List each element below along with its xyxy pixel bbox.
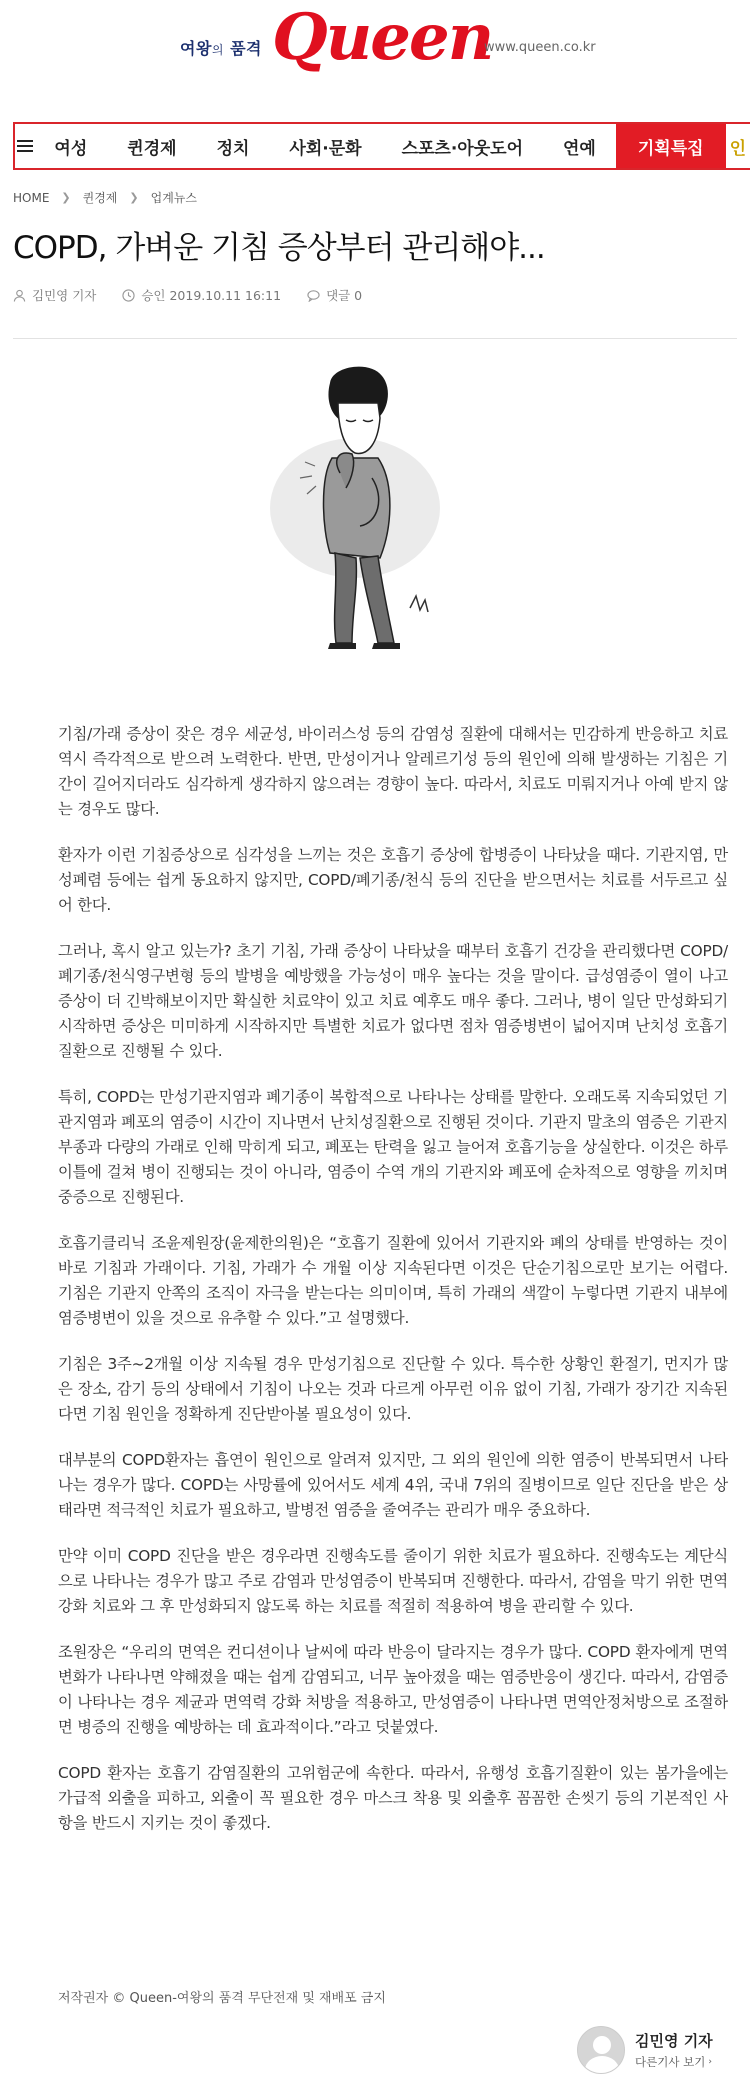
nav-item-society-culture[interactable]: 사회·문화 <box>289 138 362 159</box>
coughing-man-illustration <box>260 358 490 658</box>
breadcrumb-subsection[interactable]: 업계뉴스 <box>150 191 197 205</box>
nav-item-truncated[interactable]: 인 <box>729 138 746 159</box>
nav-item-entertainment[interactable]: 연예 <box>563 138 596 159</box>
article-paragraph: 호흡기클리닉 조윤제원장(윤제한의원)은 “호흡기 질환에 있어서 기관지와 폐의 상태를 반영하는 것이 바로 기침과 가래이다. 기침, 가래가 수 개월 이상 지속된다면 이것은 단순기침으로만 보기는 어렵다. 기침은 기관지 안쪽의 조직이 자극을 받는다는 의미이며, 특히 가래의 색깔이 누렇다면 기관지 내부에 염증병변이 있을 것으로 유추할 수 있다.”고 설명했다. <box>58 1234 728 1327</box>
author-name: 김민영 기자 <box>635 2032 713 2050</box>
nav-item-queen-economy[interactable]: 퀸경제 <box>127 138 177 159</box>
article-paragraph: 그러나, 혹시 알고 있는가? 초기 기침, 가래 증상이 나타났을 때부터 호흡기 건강을 관리했다면 COPD/폐기종/천식영구변형 등의 발병을 예방했을 가능성이 매우 높다는 것을 말이다. 급성염증이 열이 나고 증상이 더 긴박해보이지만 확실한 치료약이 있고 치료 예후도 매우 좋다. 그러나, 병이 일단 만성화되기 시작하면 증상은 미미하게 시작하지만 특별한 치료가 없다면 점차 염증병변이 넓어지며 난치성 호흡기질환으로 진행될 수 있다. <box>58 942 728 1060</box>
nav-item-sports-outdoor[interactable]: 스포츠·아웃도어 <box>401 138 523 159</box>
site-logo[interactable]: Queen <box>272 0 493 75</box>
article-paragraph: COPD 환자는 호흡기 감염질환의 고위험군에 속한다. 따라서, 유행성 호흡기질환이 있는 봄가을에는 가급적 외출을 피하고, 외출이 꼭 필요한 경우 마스크 착용 및 외출후 꼼꼼한 손씻기 등의 기본적인 사항을 반드시 지키는 것이 좋겠다. <box>58 1764 728 1832</box>
article-paragraph: 기침/가래 증상이 잦은 경우 세균성, 바이러스성 등의 감염성 질환에 대해서는 민감하게 반응하고 치료 역시 즉각적으로 받으려 노력한다. 반면, 만성이거나 알레르기성 등의 원인에 의해 발생하는 기침은 기간이 길어지더라도 심각하게 생각하지 않으려는 경향이 높다. 따라서, 치료도 미뤄지거나 아예 받지 않는 경우도 많다. <box>58 725 728 818</box>
site-url: www.queen.co.kr <box>484 40 596 55</box>
author-box[interactable] <box>577 2026 713 2074</box>
avatar <box>577 2026 625 2074</box>
article-meta <box>13 286 388 304</box>
chevron-right-icon: ❯ <box>129 191 139 204</box>
article-paragraph: 기침은 3주~2개월 이상 지속될 경우 만성기침으로 진단할 수 있다. 특수한 상황인 환절기, 먼지가 많은 장소, 감기 등의 상태에서 기침이 나오는 것과 다르게 아무런 이유 없이 기침, 가래가 장기간 지속된다면 기침 원인을 정확하게 진단받아볼 필요성이 있다. <box>58 1355 728 1423</box>
main-nav <box>13 122 750 170</box>
meta-author: 김민영 기자 <box>13 286 96 304</box>
article-paragraph: 환자가 이런 기침증상으로 심각성을 느끼는 것은 호흡기 증상에 합병증이 나타났을 때다. 기관지염, 만성폐렴 등에는 쉽게 동요하지 않지만, COPD/폐기종/천식 등의 진단을 받으면서는 치료를 서두르고 싶어 한다. <box>58 846 728 914</box>
divider <box>13 338 737 339</box>
breadcrumb-section[interactable]: 퀸경제 <box>82 191 118 205</box>
copyright-notice: 저작권자 © Queen-여왕의 품격 무단전재 및 재배포 금지 <box>58 1991 386 2006</box>
chevron-right-icon: ❯ <box>61 191 71 204</box>
more-articles-link[interactable]: 다른기사 보기 › <box>635 2055 712 2069</box>
chevron-right-icon: › <box>708 2057 712 2067</box>
nav-item-politics[interactable]: 정치 <box>216 138 250 159</box>
clock-icon <box>122 289 135 302</box>
article-paragraph: 만약 이미 COPD 진단을 받은 경우라면 진행속도를 줄이기 위한 치료가 필요하다. 진행속도는 계단식으로 나타나는 경우가 많고 주로 감염과 만성염증이 반복되며 진행한다. 따라서, 감염을 막기 위한 면역강화 치료와 그 후 만성화되지 않도록 하는 치료를 적절히 적용하여 병을 관리할 수 있다. <box>58 1547 728 1615</box>
meta-approved-time: 승인 2019.10.11 16:11 <box>122 286 281 304</box>
site-header <box>0 0 750 118</box>
breadcrumb <box>13 189 197 206</box>
comment-icon <box>307 289 320 302</box>
person-icon <box>13 289 26 302</box>
article-paragraph: 조원장은 “우리의 면역은 컨디션이나 날씨에 따라 반응이 달라지는 경우가 많다. COPD 환자에게 면역변화가 나타나면 약해졌을 때는 쉽게 감염되고, 너무 높아졌을 때는 염증반응이 생긴다. 따라서, 감염증이 나타나는 경우 제균과 면역력 강화 처방을 적용하고, 만성염증이 나타나면 면역안정처방으로 조절하면 병증의 진행을 예방하는 데 효과적이다.”라고 덧붙였다. <box>58 1643 728 1736</box>
logo-tagline: 여왕의 품격 <box>180 39 262 58</box>
article-paragraph: 대부분의 COPD환자는 흡연이 원인으로 알려져 있지만, 그 외의 원인에 의한 염증이 반복되면서 나타나는 경우가 많다. COPD는 사망률에 있어서도 세계 4위, 국내 7위의 질병이므로 일단 진단을 받은 상태라면 적극적인 치료가 필요하고, 발병전 염증을 줄여주는 관리가 매우 중요하다. <box>58 1451 728 1519</box>
breadcrumb-home[interactable]: HOME <box>13 190 50 205</box>
article-body <box>58 722 728 1857</box>
hamburger-menu-icon[interactable] <box>15 124 34 168</box>
nav-item-women[interactable]: 여성 <box>54 138 88 159</box>
nav-item-special-feature[interactable]: 기획특집 <box>616 124 726 168</box>
meta-comments[interactable]: 댓글 0 <box>307 286 362 304</box>
article-paragraph: 특히, COPD는 만성기관지염과 폐기종이 복합적으로 나타나는 상태를 말한다. 오래도록 지속되었던 기관지염과 폐포의 염증이 시간이 지나면서 난치성질환으로 진행된 것이다. 기관지 말초의 염증은 기관지부종과 다량의 가래로 인해 막히게 되고, 폐포는 탄력을 잃고 늘어져 호흡기능을 상실한다. 이것은 하루 이틀에 걸쳐 병이 진행되는 것이 아니라, 염증이 수역 개의 기관지와 폐포에 순차적으로 영향을 끼치며 중증으로 진행된다. <box>58 1088 728 1206</box>
article-title: COPD, 가벼운 기침 증상부터 관리해야... <box>13 230 545 266</box>
